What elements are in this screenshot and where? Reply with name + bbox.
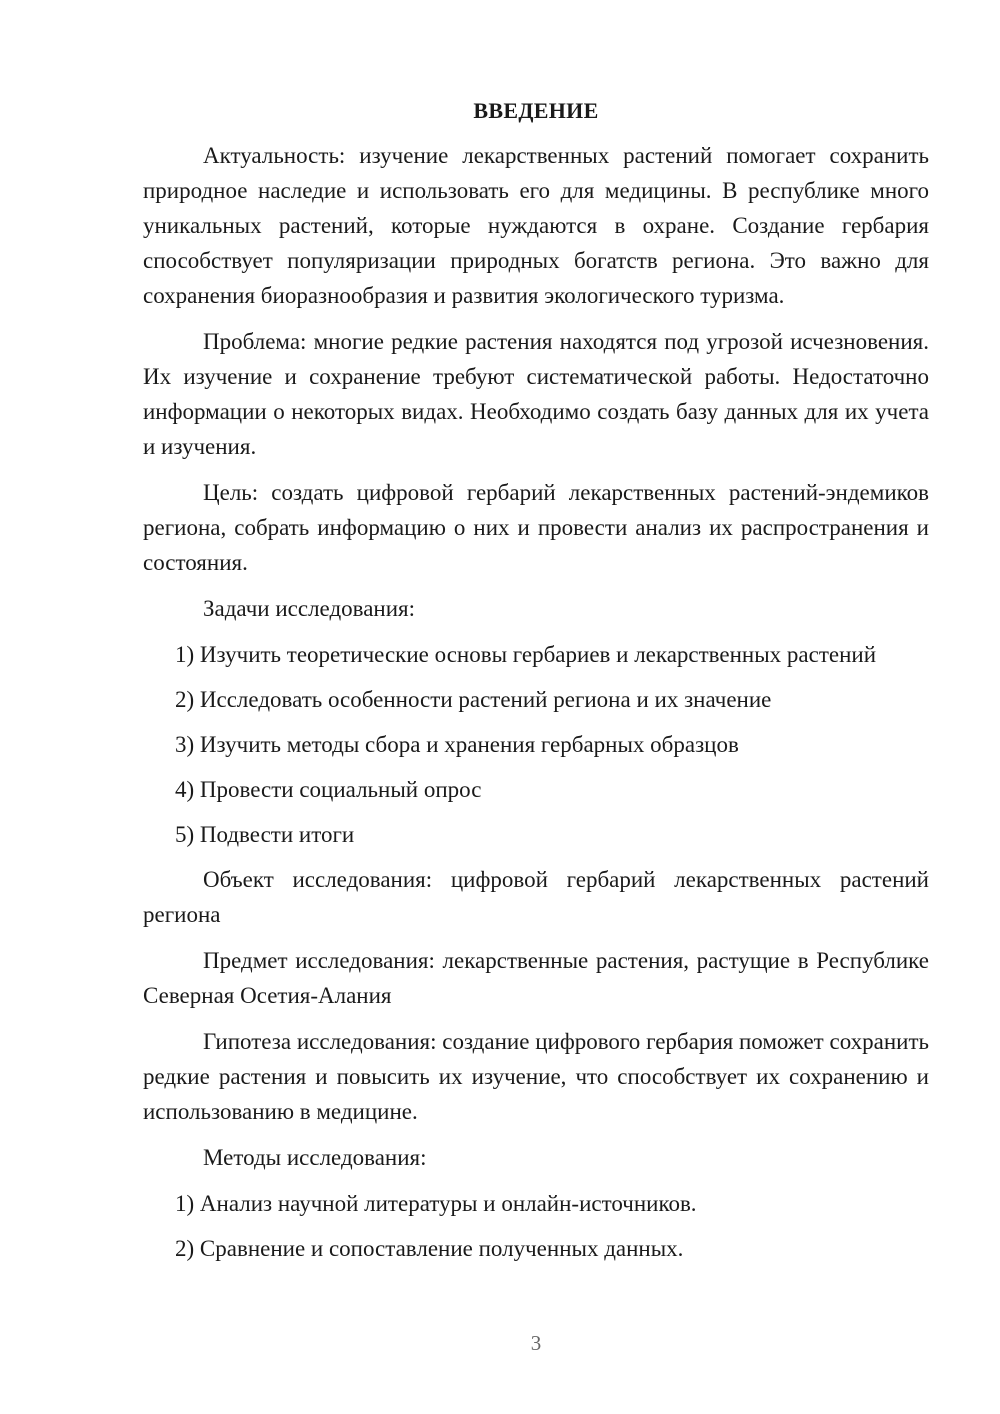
method-item: 2) Сравнение и сопоставление полученных данных. (175, 1236, 684, 1261)
methods-list (143, 1186, 929, 1266)
page-content (143, 96, 929, 1276)
method-item: 1) Анализ научной литературы и онлайн-источников. (175, 1191, 697, 1216)
section-title: ВВЕДЕНИЕ (473, 98, 599, 123)
task-item: 1) Изучить теоретические основы гербариев и лекарственных растений (175, 642, 877, 667)
task-item: 4) Провести социальный опрос (175, 777, 482, 802)
object-paragraph: Объект исследования: цифровой гербарий лекарственных растений региона (143, 867, 929, 927)
goal-paragraph: Цель: создать цифровой гербарий лекарственных растений-эндемиков региона, собрать информацию о них и провести анализ их распространения и состояния. (143, 480, 929, 575)
methods-label: Методы исследования: (203, 1145, 427, 1170)
problem-paragraph: Проблема: многие редкие растения находятся под угрозой исчезновения. Их изучение и сохранение требуют систематической работы. Недостаточно информации о некоторых видах. Необходимо создать базу данных для их учета и изучения. (143, 329, 929, 459)
tasks-label: Задачи исследования: (203, 596, 416, 621)
tasks-list (143, 637, 929, 852)
hypothesis-paragraph: Гипотеза исследования: создание цифрового гербария поможет сохранить редкие растения и повысить их изучение, что способствует их сохранению и использованию в медицине. (143, 1029, 929, 1124)
relevance-paragraph: Актуальность: изучение лекарственных растений помогает сохранить природное наследие и использовать его для медицины. В республике много уникальных растений, которые нуждаются в охране. Создание гербария способствует популяризации природных богатств региона. Это важно для сохранения биоразнообразия и развития экологического туризма. (143, 143, 929, 308)
subject-paragraph: Предмет исследования: лекарственные растения, растущие в Республике Северная Осетия-Алания (143, 948, 929, 1008)
task-item: 3) Изучить методы сбора и хранения гербарных образцов (175, 732, 739, 757)
task-item: 2) Исследовать особенности растений региона и их значение (175, 687, 772, 712)
page-number: 3 (530, 1331, 542, 1355)
task-item: 5) Подвести итоги (175, 822, 355, 847)
